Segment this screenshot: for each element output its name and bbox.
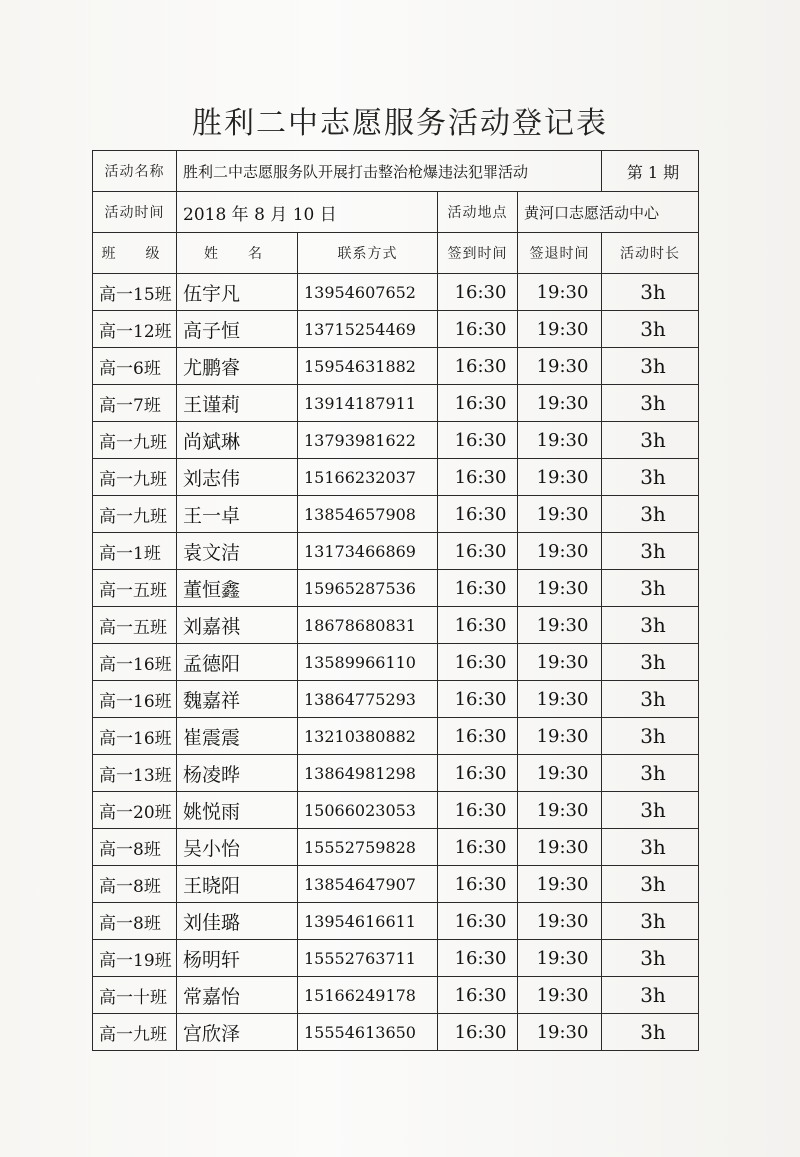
- row-class: 高一12班: [93, 311, 177, 348]
- row-name: 杨明轩: [177, 940, 298, 977]
- row-class: 高一7班: [93, 385, 177, 422]
- row-name: 杨凌晔: [177, 755, 298, 792]
- row-phone: 15166249178: [298, 977, 438, 1014]
- table-row: [93, 311, 699, 348]
- row-name: 尚斌琳: [177, 422, 298, 459]
- activity-name-label: 活动名称: [93, 151, 177, 192]
- activity-name-row: [93, 151, 699, 192]
- row-sign-out: 19:30: [518, 792, 602, 829]
- row-sign-out: 19:30: [518, 755, 602, 792]
- row-phone: 15552759828: [298, 829, 438, 866]
- table-row: [93, 385, 699, 422]
- row-duration: 3h: [602, 607, 699, 644]
- table-row: [93, 1014, 699, 1051]
- table-row: [93, 607, 699, 644]
- row-class: 高一13班: [93, 755, 177, 792]
- column-header-row: [93, 233, 699, 274]
- row-sign-out: 19:30: [518, 459, 602, 496]
- row-class: 高一8班: [93, 866, 177, 903]
- row-name: 姚悦雨: [177, 792, 298, 829]
- row-name: 伍宇凡: [177, 274, 298, 311]
- row-phone: 13854657908: [298, 496, 438, 533]
- row-duration: 3h: [602, 940, 699, 977]
- row-sign-in: 16:30: [438, 792, 518, 829]
- row-name: 吴小怡: [177, 829, 298, 866]
- row-sign-out: 19:30: [518, 348, 602, 385]
- row-sign-out: 19:30: [518, 496, 602, 533]
- row-duration: 3h: [602, 681, 699, 718]
- row-sign-out: 19:30: [518, 940, 602, 977]
- row-duration: 3h: [602, 311, 699, 348]
- row-duration: 3h: [602, 385, 699, 422]
- row-sign-in: 16:30: [438, 274, 518, 311]
- header-class: 班 级: [93, 233, 177, 274]
- row-sign-out: 19:30: [518, 681, 602, 718]
- row-class: 高一五班: [93, 570, 177, 607]
- table-row: [93, 903, 699, 940]
- table-row: [93, 866, 699, 903]
- table-row: [93, 422, 699, 459]
- header-sign-out: 签退时间: [518, 233, 602, 274]
- registration-table: [92, 150, 699, 1051]
- row-phone: 15552763711: [298, 940, 438, 977]
- row-phone: 13715254469: [298, 311, 438, 348]
- row-duration: 3h: [602, 459, 699, 496]
- row-sign-out: 19:30: [518, 570, 602, 607]
- row-class: 高一15班: [93, 274, 177, 311]
- row-phone: 13589966110: [298, 644, 438, 681]
- row-duration: 3h: [602, 274, 699, 311]
- row-sign-in: 16:30: [438, 644, 518, 681]
- row-sign-out: 19:30: [518, 1014, 602, 1051]
- row-duration: 3h: [602, 755, 699, 792]
- row-sign-in: 16:30: [438, 570, 518, 607]
- row-phone: 13914187911: [298, 385, 438, 422]
- table-row: [93, 792, 699, 829]
- header-duration: 活动时长: [602, 233, 699, 274]
- row-name: 王晓阳: [177, 866, 298, 903]
- row-sign-in: 16:30: [438, 1014, 518, 1051]
- row-duration: 3h: [602, 792, 699, 829]
- row-class: 高一九班: [93, 496, 177, 533]
- row-class: 高一五班: [93, 607, 177, 644]
- row-duration: 3h: [602, 570, 699, 607]
- row-duration: 3h: [602, 496, 699, 533]
- table-row: [93, 348, 699, 385]
- row-name: 孟德阳: [177, 644, 298, 681]
- row-sign-out: 19:30: [518, 422, 602, 459]
- row-duration: 3h: [602, 829, 699, 866]
- row-name: 董恒鑫: [177, 570, 298, 607]
- row-phone: 15066023053: [298, 792, 438, 829]
- row-duration: 3h: [602, 866, 699, 903]
- row-phone: 13173466869: [298, 533, 438, 570]
- header-sign-in: 签到时间: [438, 233, 518, 274]
- row-duration: 3h: [602, 644, 699, 681]
- row-duration: 3h: [602, 348, 699, 385]
- row-sign-in: 16:30: [438, 348, 518, 385]
- row-duration: 3h: [602, 533, 699, 570]
- row-duration: 3h: [602, 718, 699, 755]
- row-sign-in: 16:30: [438, 866, 518, 903]
- row-sign-out: 19:30: [518, 829, 602, 866]
- row-sign-out: 19:30: [518, 866, 602, 903]
- row-sign-in: 16:30: [438, 681, 518, 718]
- table-row: [93, 570, 699, 607]
- row-name: 常嘉怡: [177, 977, 298, 1014]
- row-duration: 3h: [602, 1014, 699, 1051]
- row-phone: 13793981622: [298, 422, 438, 459]
- row-sign-out: 19:30: [518, 385, 602, 422]
- row-class: 高一16班: [93, 644, 177, 681]
- row-class: 高一十班: [93, 977, 177, 1014]
- row-sign-in: 16:30: [438, 718, 518, 755]
- row-name: 王谨莉: [177, 385, 298, 422]
- row-sign-in: 16:30: [438, 385, 518, 422]
- activity-name-value: 胜利二中志愿服务队开展打击整治枪爆违法犯罪活动: [177, 151, 602, 192]
- table-row: [93, 644, 699, 681]
- row-class: 高一九班: [93, 1014, 177, 1051]
- row-class: 高一6班: [93, 348, 177, 385]
- header-name: 姓 名: [177, 233, 298, 274]
- row-class: 高一16班: [93, 681, 177, 718]
- row-phone: 13210380882: [298, 718, 438, 755]
- row-class: 高一8班: [93, 829, 177, 866]
- row-sign-in: 16:30: [438, 829, 518, 866]
- activity-time-label: 活动时间: [93, 192, 177, 233]
- row-sign-in: 16:30: [438, 607, 518, 644]
- row-name: 袁文洁: [177, 533, 298, 570]
- row-sign-in: 16:30: [438, 533, 518, 570]
- row-sign-out: 19:30: [518, 903, 602, 940]
- row-class: 高一九班: [93, 422, 177, 459]
- row-phone: 13954616611: [298, 903, 438, 940]
- row-name: 王一卓: [177, 496, 298, 533]
- row-sign-out: 19:30: [518, 274, 602, 311]
- row-class: 高一20班: [93, 792, 177, 829]
- row-class: 高一1班: [93, 533, 177, 570]
- row-phone: 13864775293: [298, 681, 438, 718]
- row-phone: 15554613650: [298, 1014, 438, 1051]
- row-sign-in: 16:30: [438, 422, 518, 459]
- table-row: [93, 274, 699, 311]
- row-duration: 3h: [602, 903, 699, 940]
- row-phone: 15965287536: [298, 570, 438, 607]
- activity-place-value: 黄河口志愿活动中心: [518, 192, 699, 233]
- row-sign-out: 19:30: [518, 977, 602, 1014]
- page-title: 胜利二中志愿服务活动登记表: [192, 106, 608, 141]
- table-row: [93, 681, 699, 718]
- row-name: 魏嘉祥: [177, 681, 298, 718]
- activity-place-label: 活动地点: [438, 192, 518, 233]
- row-sign-out: 19:30: [518, 311, 602, 348]
- row-sign-out: 19:30: [518, 607, 602, 644]
- table-row: [93, 755, 699, 792]
- table-row: [93, 533, 699, 570]
- row-name: 刘嘉祺: [177, 607, 298, 644]
- row-name: 宫欣泽: [177, 1014, 298, 1051]
- row-phone: 15166232037: [298, 459, 438, 496]
- row-sign-out: 19:30: [518, 644, 602, 681]
- table-row: [93, 718, 699, 755]
- row-name: 高子恒: [177, 311, 298, 348]
- row-sign-in: 16:30: [438, 903, 518, 940]
- header-contact: 联系方式: [298, 233, 438, 274]
- row-sign-in: 16:30: [438, 459, 518, 496]
- row-sign-out: 19:30: [518, 533, 602, 570]
- row-class: 高一九班: [93, 459, 177, 496]
- row-name: 刘志伟: [177, 459, 298, 496]
- row-name: 崔震震: [177, 718, 298, 755]
- row-duration: 3h: [602, 422, 699, 459]
- row-phone: 18678680831: [298, 607, 438, 644]
- table-row: [93, 496, 699, 533]
- table-row: [93, 977, 699, 1014]
- row-class: 高一16班: [93, 718, 177, 755]
- table-row: [93, 829, 699, 866]
- row-duration: 3h: [602, 977, 699, 1014]
- table-row: [93, 940, 699, 977]
- row-phone: 13864981298: [298, 755, 438, 792]
- row-sign-in: 16:30: [438, 940, 518, 977]
- row-class: 高一19班: [93, 940, 177, 977]
- row-sign-in: 16:30: [438, 311, 518, 348]
- row-sign-in: 16:30: [438, 496, 518, 533]
- issue-number: 第 1 期: [602, 151, 699, 192]
- row-phone: 13854647907: [298, 866, 438, 903]
- row-phone: 15954631882: [298, 348, 438, 385]
- row-name: 尤鹏睿: [177, 348, 298, 385]
- table-row: [93, 459, 699, 496]
- row-name: 刘佳璐: [177, 903, 298, 940]
- row-sign-in: 16:30: [438, 755, 518, 792]
- row-phone: 13954607652: [298, 274, 438, 311]
- activity-date-value: 2018 年 8 月 10 日: [177, 192, 438, 233]
- row-class: 高一8班: [93, 903, 177, 940]
- row-sign-out: 19:30: [518, 718, 602, 755]
- activity-time-row: [93, 192, 699, 233]
- row-sign-in: 16:30: [438, 977, 518, 1014]
